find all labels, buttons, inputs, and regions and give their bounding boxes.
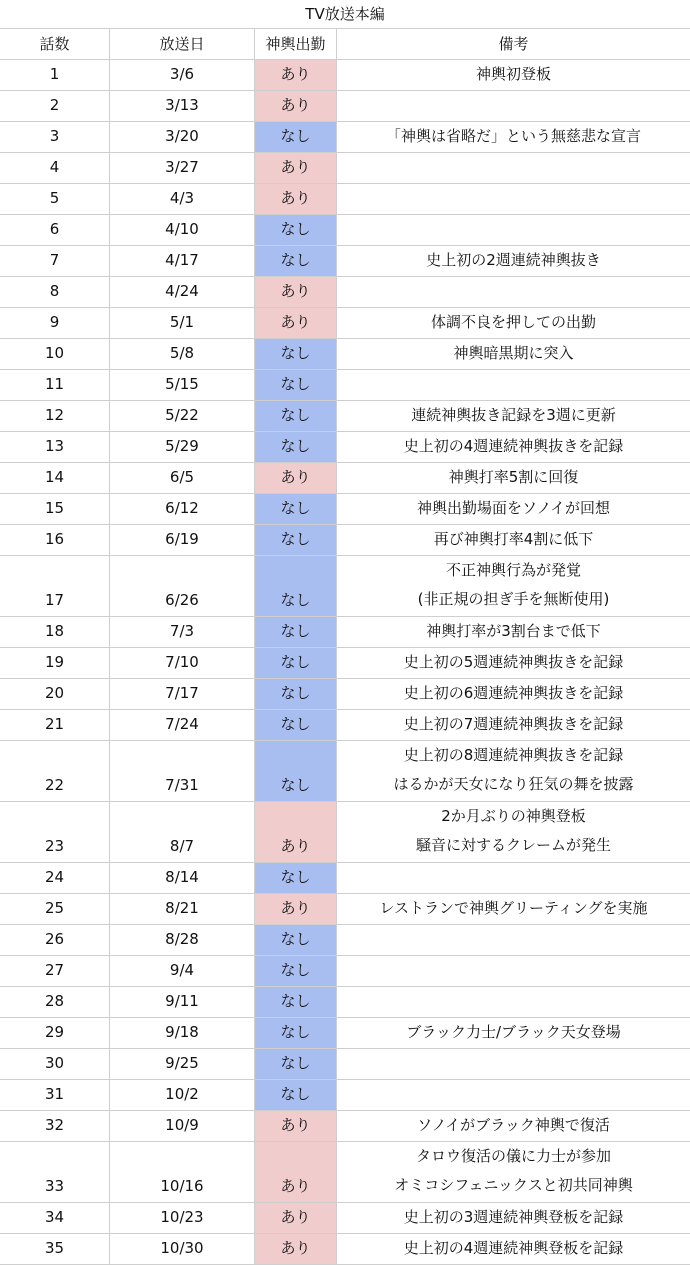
note-line: 神輿打率5割に回復	[448, 468, 579, 486]
notes-cell[interactable]	[337, 401, 690, 431]
mikoshi-cell[interactable]: なし	[255, 863, 337, 893]
table-row	[0, 1018, 690, 1049]
air-date-cell[interactable]: 5/29	[110, 432, 255, 462]
mikoshi-cell[interactable]: あり	[255, 153, 337, 183]
header-air-date[interactable]: 放送日	[110, 29, 255, 59]
note-line: 史上初の4週連続神輿抜きを記録	[403, 437, 624, 455]
table-row	[0, 494, 690, 525]
table-row	[0, 153, 690, 184]
note-line: オミコシフェニックスと初共同神輿	[394, 1176, 633, 1194]
episode-cell[interactable]: 30	[0, 1049, 110, 1079]
episode-cell[interactable]: 28	[0, 987, 110, 1017]
episode-cell[interactable]: 19	[0, 648, 110, 678]
note-line: 不正神輿行為が発覚	[445, 561, 581, 579]
air-date-cell[interactable]: 10/23	[110, 1203, 255, 1233]
mikoshi-cell[interactable]: なし	[255, 339, 337, 369]
header-row	[0, 29, 690, 60]
air-date-cell[interactable]: 6/26	[110, 556, 255, 616]
episode-cell[interactable]: 7	[0, 246, 110, 276]
air-date-cell[interactable]: 6/5	[110, 463, 255, 493]
air-date-cell[interactable]: 3/27	[110, 153, 255, 183]
table-row	[0, 122, 690, 153]
mikoshi-cell[interactable]: なし	[255, 648, 337, 678]
note-line	[337, 1049, 690, 1078]
table-row	[0, 987, 690, 1018]
mikoshi-cell[interactable]: あり	[255, 1234, 337, 1264]
notes-cell[interactable]	[337, 925, 690, 955]
air-date-cell[interactable]: 9/11	[110, 987, 255, 1017]
notes-cell[interactable]	[337, 277, 690, 307]
episode-cell[interactable]: 16	[0, 525, 110, 555]
air-date-cell[interactable]: 3/13	[110, 91, 255, 121]
note-line: 連続神輿抜き記録を3週に更新	[411, 406, 616, 424]
notes-cell[interactable]	[337, 215, 690, 245]
episode-cell[interactable]: 20	[0, 679, 110, 709]
episode-cell[interactable]: 24	[0, 863, 110, 893]
mikoshi-cell[interactable]: なし	[255, 1049, 337, 1079]
air-date-cell[interactable]: 8/28	[110, 925, 255, 955]
note-line: 神輿打率が3割台まで低下	[426, 622, 601, 640]
note-line: 史上初の8週連続神輿抜きを記録	[403, 746, 624, 764]
mikoshi-cell[interactable]: なし	[255, 432, 337, 462]
table-row	[0, 308, 690, 339]
note-line: 史上初の7週連続神輿抜きを記録	[403, 715, 624, 733]
note-line	[337, 91, 690, 120]
episode-cell[interactable]: 8	[0, 277, 110, 307]
episode-cell[interactable]: 26	[0, 925, 110, 955]
note-line: はるかが天女になり狂気の舞を披露	[393, 775, 634, 793]
air-date-cell[interactable]: 5/15	[110, 370, 255, 400]
notes-cell[interactable]	[337, 91, 690, 121]
notes-cell[interactable]	[337, 339, 690, 369]
mikoshi-cell[interactable]: なし	[255, 215, 337, 245]
next-row-strip	[0, 1190, 690, 1200]
mikoshi-cell[interactable]: なし	[255, 122, 337, 152]
mikoshi-cell[interactable]: あり	[255, 277, 337, 307]
notes-cell[interactable]	[337, 710, 690, 740]
table-row	[0, 556, 690, 617]
episode-cell[interactable]: 27	[0, 956, 110, 986]
notes-cell[interactable]	[337, 246, 690, 276]
notes-cell[interactable]	[337, 894, 690, 924]
mikoshi-cell[interactable]: あり	[255, 894, 337, 924]
episode-cell[interactable]: 17	[0, 556, 110, 616]
mikoshi-cell[interactable]: なし	[255, 494, 337, 524]
air-date-cell[interactable]: 10/30	[110, 1234, 255, 1264]
note-line	[337, 370, 690, 399]
air-date-cell[interactable]: 5/22	[110, 401, 255, 431]
notes-cell[interactable]	[337, 556, 690, 616]
episode-cell[interactable]: 10	[0, 339, 110, 369]
air-date-cell[interactable]: 8/21	[110, 894, 255, 924]
table-row	[0, 1203, 690, 1234]
notes-cell[interactable]	[337, 802, 690, 862]
episode-cell[interactable]: 13	[0, 432, 110, 462]
table-row	[0, 894, 690, 925]
air-date-cell[interactable]: 9/25	[110, 1049, 255, 1079]
episode-cell[interactable]: 5	[0, 184, 110, 214]
table-row	[0, 956, 690, 987]
air-date-cell[interactable]: 4/10	[110, 215, 255, 245]
mikoshi-cell[interactable]: あり	[255, 91, 337, 121]
note-line: 史上初の4週連続神輿登板を記録	[403, 1239, 624, 1257]
table-row	[0, 741, 690, 802]
air-date-cell[interactable]: 3/6	[110, 60, 255, 90]
notes-cell[interactable]	[337, 308, 690, 338]
mikoshi-cell[interactable]: なし	[255, 987, 337, 1017]
note-line: タロウ復活の儀に力士が参加	[415, 1147, 611, 1165]
table-row	[0, 246, 690, 277]
air-date-cell[interactable]: 9/4	[110, 956, 255, 986]
air-date-cell[interactable]: 7/31	[110, 741, 255, 801]
episode-cell[interactable]: 21	[0, 710, 110, 740]
note-line	[337, 925, 690, 954]
table-row	[0, 679, 690, 710]
air-date-cell[interactable]: 3/20	[110, 122, 255, 152]
note-line: 神輿初登板	[475, 65, 551, 83]
table-row	[0, 60, 690, 91]
table-row	[0, 802, 690, 863]
mikoshi-cell[interactable]: なし	[255, 401, 337, 431]
table-row	[0, 215, 690, 246]
note-line: 史上初の2週連続神輿抜き	[426, 251, 601, 269]
notes-cell[interactable]	[337, 370, 690, 400]
table-row	[0, 1080, 690, 1111]
note-line: 再び神輿打率4割に低下	[433, 530, 594, 548]
air-date-cell[interactable]: 7/10	[110, 648, 255, 678]
notes-cell[interactable]	[337, 741, 690, 801]
note-line	[337, 215, 690, 244]
air-date-cell[interactable]: 5/8	[110, 339, 255, 369]
episode-cell[interactable]: 14	[0, 463, 110, 493]
header-episode[interactable]: 話数	[0, 29, 110, 59]
air-date-cell[interactable]: 10/9	[110, 1111, 255, 1141]
note-line	[337, 184, 690, 213]
mikoshi-cell[interactable]: なし	[255, 710, 337, 740]
table-row	[0, 648, 690, 679]
note-line: 体調不良を押しての出勤	[430, 313, 596, 331]
air-date-cell[interactable]: 7/24	[110, 710, 255, 740]
mikoshi-cell[interactable]: なし	[255, 741, 337, 801]
table-row	[0, 925, 690, 956]
notes-cell[interactable]	[337, 1049, 690, 1079]
notes-cell[interactable]	[337, 1018, 690, 1048]
table-row	[0, 710, 690, 741]
episode-cell[interactable]: 34	[0, 1203, 110, 1233]
episode-cell[interactable]: 32	[0, 1111, 110, 1141]
mikoshi-cell[interactable]: なし	[255, 556, 337, 616]
mikoshi-cell[interactable]: あり	[255, 1203, 337, 1233]
air-date-cell[interactable]: 5/1	[110, 308, 255, 338]
note-line: 神輿暗黒期に突入	[453, 344, 574, 362]
table-row	[0, 1234, 690, 1265]
header-notes[interactable]: 備考	[498, 35, 529, 53]
note-line: 「神輿は省略だ」という無慈悲な宣言	[385, 127, 641, 145]
episode-cell[interactable]: 12	[0, 401, 110, 431]
sheet-title: TV放送本編	[305, 5, 385, 23]
table-row	[0, 463, 690, 494]
episode-cell[interactable]: 31	[0, 1080, 110, 1110]
mikoshi-cell[interactable]: あり	[255, 60, 337, 90]
sheet-title-cell[interactable]	[0, 0, 690, 28]
notes-cell[interactable]	[337, 432, 690, 462]
air-date-cell[interactable]: 10/16	[110, 1142, 255, 1202]
note-line	[337, 987, 690, 1016]
episode-cell[interactable]: 11	[0, 370, 110, 400]
air-date-cell[interactable]: 9/18	[110, 1018, 255, 1048]
episode-cell[interactable]: 4	[0, 153, 110, 183]
notes-cell[interactable]	[337, 122, 690, 152]
mikoshi-cell[interactable]: あり	[255, 1142, 337, 1202]
mikoshi-cell[interactable]: なし	[255, 525, 337, 555]
notes-cell[interactable]	[337, 463, 690, 493]
mikoshi-cell[interactable]: あり	[255, 802, 337, 862]
mikoshi-cell[interactable]: なし	[255, 679, 337, 709]
note-line	[337, 1080, 690, 1109]
note-line: 史上初の5週連続神輿抜きを記録	[403, 653, 624, 671]
episode-cell[interactable]: 33	[0, 1142, 110, 1202]
air-date-cell[interactable]: 7/3	[110, 617, 255, 647]
episode-cell[interactable]: 15	[0, 494, 110, 524]
mikoshi-cell[interactable]: なし	[255, 925, 337, 955]
mikoshi-cell[interactable]: あり	[255, 308, 337, 338]
notes-cell[interactable]	[337, 617, 690, 647]
notes-cell[interactable]	[337, 863, 690, 893]
table-row	[0, 617, 690, 648]
episode-cell[interactable]: 35	[0, 1234, 110, 1264]
note-line: 騒音に対するクレームが発生	[415, 836, 611, 854]
episode-cell[interactable]: 25	[0, 894, 110, 924]
note-line: 神輿出勤場面をソノイが回想	[416, 499, 611, 517]
notes-cell[interactable]	[337, 1080, 690, 1110]
episode-cell[interactable]: 2	[0, 91, 110, 121]
table-row	[0, 401, 690, 432]
mikoshi-cell[interactable]: あり	[255, 463, 337, 493]
table-row	[0, 277, 690, 308]
notes-cell[interactable]	[337, 494, 690, 524]
air-date-cell[interactable]: 7/17	[110, 679, 255, 709]
note-line: レストランで神輿グリーティングを実施	[379, 899, 648, 917]
table-row	[0, 1049, 690, 1080]
notes-cell[interactable]	[337, 956, 690, 986]
mikoshi-cell[interactable]: なし	[255, 1018, 337, 1048]
air-date-cell[interactable]: 8/7	[110, 802, 255, 862]
episode-cell[interactable]: 22	[0, 741, 110, 801]
note-line: 史上初の3週連続神輿登板を記録	[403, 1208, 624, 1226]
air-date-cell[interactable]: 6/19	[110, 525, 255, 555]
note-line: (非正規の担ぎ手を無断使用)	[417, 590, 610, 608]
air-date-cell[interactable]: 4/17	[110, 246, 255, 276]
table-row	[0, 184, 690, 215]
table-row	[0, 1111, 690, 1142]
air-date-cell[interactable]: 4/24	[110, 277, 255, 307]
air-date-cell[interactable]: 10/2	[110, 1080, 255, 1110]
mikoshi-cell[interactable]: なし	[255, 370, 337, 400]
episode-cell[interactable]: 9	[0, 308, 110, 338]
notes-cell[interactable]	[337, 679, 690, 709]
episode-cell[interactable]: 29	[0, 1018, 110, 1048]
episode-cell[interactable]: 18	[0, 617, 110, 647]
notes-cell[interactable]	[337, 525, 690, 555]
episode-cell[interactable]: 6	[0, 215, 110, 245]
notes-cell[interactable]	[337, 648, 690, 678]
mikoshi-cell[interactable]: なし	[255, 956, 337, 986]
notes-cell[interactable]	[337, 60, 690, 90]
table-row	[0, 863, 690, 894]
note-line: ブラック力士/ブラック天女登場	[406, 1023, 621, 1041]
note-line: ソノイがブラック神輿で復活	[417, 1116, 610, 1134]
mikoshi-cell[interactable]: あり	[255, 1111, 337, 1141]
air-date-cell[interactable]: 6/12	[110, 494, 255, 524]
note-line	[337, 863, 690, 892]
table-row	[0, 370, 690, 401]
mikoshi-cell[interactable]: あり	[255, 184, 337, 214]
header-mikoshi[interactable]: 神輿出勤	[255, 29, 337, 59]
note-line: 史上初の6週連続神輿抜きを記録	[403, 684, 624, 702]
notes-cell[interactable]	[337, 987, 690, 1017]
notes-cell[interactable]	[337, 184, 690, 214]
note-line: 2か月ぶりの神輿登板	[441, 807, 586, 825]
note-line	[337, 153, 690, 182]
episode-cell[interactable]: 23	[0, 802, 110, 862]
notes-cell[interactable]	[337, 1234, 690, 1264]
table-row	[0, 91, 690, 122]
mikoshi-cell[interactable]: なし	[255, 617, 337, 647]
mikoshi-cell[interactable]: なし	[255, 1080, 337, 1110]
table-row	[0, 525, 690, 556]
table-row	[0, 339, 690, 370]
episode-cell[interactable]: 3	[0, 122, 110, 152]
notes-cell[interactable]	[337, 1203, 690, 1233]
table-row	[0, 432, 690, 463]
note-line	[337, 956, 690, 985]
air-date-cell[interactable]: 8/14	[110, 863, 255, 893]
notes-cell[interactable]	[337, 1111, 690, 1141]
title-row	[0, 0, 690, 29]
episode-cell[interactable]: 1	[0, 60, 110, 90]
mikoshi-cell[interactable]: なし	[255, 246, 337, 276]
note-line	[337, 277, 690, 306]
table-body	[0, 60, 690, 1265]
air-date-cell[interactable]: 4/3	[110, 184, 255, 214]
notes-cell[interactable]	[337, 153, 690, 183]
